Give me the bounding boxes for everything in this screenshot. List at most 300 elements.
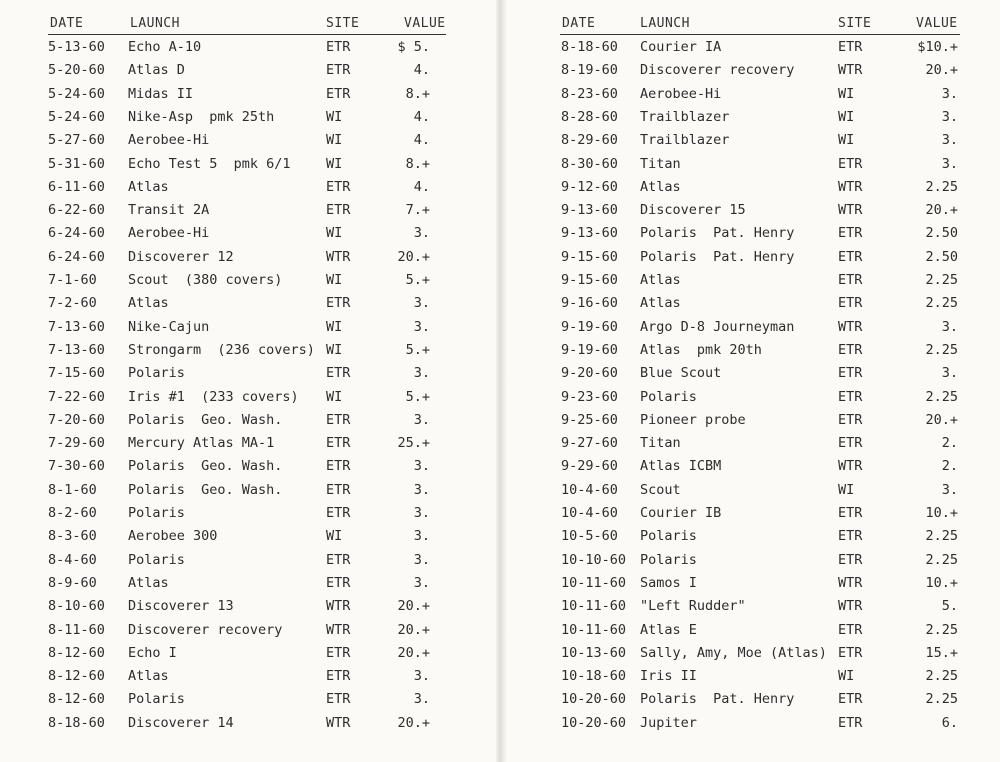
table-row: [0, 526, 496, 546]
row-value: 3.: [413, 411, 430, 428]
row-site: WI: [326, 318, 343, 335]
row-value: 2.25: [925, 551, 958, 568]
row-site: WTR: [838, 202, 863, 219]
row-site: ETR: [838, 435, 863, 452]
table-row: [0, 247, 496, 267]
row-date: 7-30-60: [48, 458, 105, 475]
row-value: 2.25: [925, 341, 958, 358]
row-launch: Polaris Pat. Henry: [640, 225, 795, 242]
row-value: 4.: [413, 132, 430, 149]
row-site: ETR: [326, 458, 351, 475]
row-site: ETR: [838, 155, 863, 172]
row-date: 8-12-60: [48, 644, 105, 661]
row-value: 2.25: [925, 178, 958, 195]
row-value: 8.+: [405, 155, 430, 172]
row-value: 3.: [413, 691, 430, 708]
row-date: 9-16-60: [561, 295, 618, 312]
row-launch: Polaris: [640, 528, 697, 545]
table-row: [506, 177, 1000, 197]
row-value: 3.: [941, 85, 958, 102]
left-header-row: [0, 16, 496, 32]
row-date: 8-12-60: [48, 668, 105, 685]
header-rule: [560, 34, 960, 35]
row-site: ETR: [838, 691, 863, 708]
row-launch: Aerobee-Hi: [128, 132, 210, 149]
row-date: 7-20-60: [48, 411, 105, 428]
row-value: 2.: [941, 458, 958, 475]
row-date: 7-22-60: [48, 388, 105, 405]
row-site: WTR: [838, 574, 863, 591]
row-date: 10-10-60: [561, 551, 627, 568]
row-value: 3.: [413, 481, 430, 498]
row-date: 8-18-60: [561, 39, 618, 55]
table-row: [0, 154, 496, 174]
row-site: ETR: [326, 295, 351, 312]
row-site: WI: [838, 481, 855, 498]
row-date: 9-27-60: [561, 435, 618, 452]
row-site: ETR: [838, 39, 863, 55]
left-page: [0, 0, 496, 762]
row-value: 3.: [941, 155, 958, 172]
row-site: WI: [838, 132, 855, 149]
row-site: ETR: [326, 39, 351, 55]
row-site: WI: [326, 132, 343, 149]
row-launch: Discoverer recovery: [128, 621, 283, 638]
table-row: [0, 84, 496, 104]
row-launch: Mercury Atlas MA-1: [128, 435, 275, 452]
row-launch: Atlas: [128, 574, 169, 591]
row-launch: Nike-Asp pmk 25th: [128, 108, 275, 125]
row-launch: Aerobee-Hi: [128, 225, 210, 242]
row-site: ETR: [838, 365, 863, 382]
row-launch: Polaris Geo. Wash.: [128, 411, 283, 428]
row-value: 3.: [413, 551, 430, 568]
table-row: [506, 503, 1000, 523]
row-date: 8-3-60: [48, 528, 97, 545]
table-row: [506, 526, 1000, 546]
table-row: [0, 410, 496, 430]
row-launch: Echo Test 5 pmk 6/1: [128, 155, 291, 172]
row-launch: Strongarm (236 covers): [128, 341, 315, 358]
table-row: [506, 387, 1000, 407]
row-date: 6-24-60: [48, 225, 105, 242]
table-row: [506, 596, 1000, 616]
row-date: 9-15-60: [561, 272, 618, 288]
row-site: WI: [838, 85, 855, 102]
row-value: 3.: [413, 365, 430, 382]
row-site: WTR: [326, 248, 351, 265]
row-date: 8-9-60: [48, 574, 97, 591]
table-row: [506, 573, 1000, 593]
table-row: [506, 270, 1000, 290]
row-site: WTR: [838, 598, 863, 615]
table-row: [506, 293, 1000, 313]
row-site: ETR: [326, 551, 351, 568]
row-site: ETR: [838, 528, 863, 545]
row-value: 2.50: [925, 248, 958, 265]
table-row: [506, 154, 1000, 174]
table-row: [506, 60, 1000, 80]
row-value: 4.: [413, 178, 430, 195]
table-row: [506, 550, 1000, 570]
row-value: 3.: [413, 225, 430, 242]
row-value: 20.+: [925, 202, 958, 219]
table-row: [0, 689, 496, 709]
table-row: [506, 643, 1000, 663]
row-launch: "Left Rudder": [640, 598, 746, 615]
row-launch: Atlas ICBM: [640, 458, 722, 475]
row-launch: Blue Scout: [640, 365, 722, 382]
header-date: DATE: [562, 16, 596, 31]
row-value: 2.25: [925, 621, 958, 638]
table-row: [0, 317, 496, 337]
row-launch: Atlas: [128, 178, 169, 195]
row-date: 9-15-60: [561, 248, 618, 265]
row-site: ETR: [326, 668, 351, 685]
row-launch: Discoverer 15: [640, 202, 746, 219]
row-launch: Atlas D: [128, 62, 185, 79]
row-date: 9-25-60: [561, 411, 618, 428]
row-site: ETR: [838, 388, 863, 405]
table-row: [0, 456, 496, 476]
row-value: 3.: [941, 108, 958, 125]
row-site: ETR: [326, 481, 351, 498]
row-value: $10.+: [917, 39, 958, 55]
row-site: ETR: [838, 411, 863, 428]
table-row: [506, 200, 1000, 220]
row-date: 5-24-60: [48, 108, 105, 125]
table-row: [506, 130, 1000, 150]
table-row: [506, 689, 1000, 709]
row-date: 8-18-60: [48, 714, 105, 731]
row-value: 2.25: [925, 388, 958, 405]
row-date: 7-1-60: [48, 272, 97, 288]
row-site: WTR: [838, 178, 863, 195]
row-value: 2.25: [925, 528, 958, 545]
row-value: 10.+: [925, 505, 958, 521]
row-date: 8-28-60: [561, 108, 618, 125]
table-row: [0, 387, 496, 407]
row-value: 4.: [413, 108, 430, 125]
table-row: [0, 223, 496, 243]
row-launch: Polaris Geo. Wash.: [128, 481, 283, 498]
row-launch: Transit 2A: [128, 202, 210, 219]
row-date: 5-31-60: [48, 155, 105, 172]
row-launch: Trailblazer: [640, 108, 730, 125]
row-site: WI: [838, 108, 855, 125]
table-row: [506, 620, 1000, 640]
row-value: 2.25: [925, 668, 958, 685]
row-launch: Courier IB: [640, 505, 722, 521]
row-site: WI: [326, 528, 343, 545]
row-launch: Polaris: [128, 505, 185, 521]
row-launch: Polaris: [640, 388, 697, 405]
row-launch: Titan: [640, 155, 681, 172]
row-date: 8-29-60: [561, 132, 618, 149]
row-value: 2.25: [925, 691, 958, 708]
table-row: [0, 270, 496, 290]
row-launch: Nike-Cajun: [128, 318, 210, 335]
row-site: ETR: [326, 62, 351, 79]
row-date: 9-13-60: [561, 202, 618, 219]
row-launch: Discoverer 14: [128, 714, 234, 731]
row-value: 2.25: [925, 295, 958, 312]
table-row: [506, 317, 1000, 337]
row-date: 7-15-60: [48, 365, 105, 382]
row-value: 3.: [413, 574, 430, 591]
row-site: ETR: [838, 248, 863, 265]
table-row: [506, 247, 1000, 267]
row-launch: Atlas: [128, 668, 169, 685]
header-date: DATE: [50, 16, 84, 31]
header-launch: LAUNCH: [130, 16, 180, 31]
row-value: 20.+: [397, 598, 430, 615]
row-date: 8-19-60: [561, 62, 618, 79]
table-row: [506, 456, 1000, 476]
row-site: ETR: [838, 714, 863, 731]
row-date: 8-23-60: [561, 85, 618, 102]
header-rule: [48, 34, 446, 35]
table-row: [0, 177, 496, 197]
row-date: 9-13-60: [561, 225, 618, 242]
row-launch: Aerobee 300: [128, 528, 218, 545]
row-date: 8-2-60: [48, 505, 97, 521]
table-row: [0, 596, 496, 616]
row-launch: Polaris Pat. Henry: [640, 248, 795, 265]
row-launch: Atlas: [640, 178, 681, 195]
row-value: 6.: [941, 714, 958, 731]
row-site: WI: [326, 225, 343, 242]
row-launch: Argo D-8 Journeyman: [640, 318, 795, 335]
row-value: 3.: [413, 458, 430, 475]
row-date: 5-20-60: [48, 62, 105, 79]
row-value: 3.: [413, 505, 430, 521]
row-date: 10-4-60: [561, 505, 618, 521]
row-date: 10-11-60: [561, 574, 627, 591]
row-value: 20.+: [925, 411, 958, 428]
row-date: 9-23-60: [561, 388, 618, 405]
row-launch: Titan: [640, 435, 681, 452]
row-value: 4.: [413, 62, 430, 79]
row-value: 3.: [413, 318, 430, 335]
row-value: 2.50: [925, 225, 958, 242]
row-launch: Echo A-10: [128, 39, 202, 55]
row-date: 6-24-60: [48, 248, 105, 265]
row-date: 8-4-60: [48, 551, 97, 568]
row-date: 10-4-60: [561, 481, 618, 498]
table-row: [0, 340, 496, 360]
row-date: 9-12-60: [561, 178, 618, 195]
row-value: 20.+: [397, 248, 430, 265]
row-launch: Aerobee-Hi: [640, 85, 722, 102]
header-site: SITE: [326, 16, 360, 31]
table-row: [0, 363, 496, 383]
row-value: 3.: [941, 365, 958, 382]
row-site: ETR: [838, 225, 863, 242]
row-launch: Echo I: [128, 644, 177, 661]
row-site: ETR: [326, 178, 351, 195]
row-value: 5.+: [405, 388, 430, 405]
row-date: 10-20-60: [561, 714, 627, 731]
row-site: ETR: [838, 644, 863, 661]
row-site: WTR: [326, 621, 351, 638]
row-value: 3.: [413, 528, 430, 545]
row-site: WTR: [838, 458, 863, 475]
row-site: ETR: [838, 551, 863, 568]
row-value: 3.: [941, 132, 958, 149]
row-date: 8-1-60: [48, 481, 97, 498]
row-date: 9-29-60: [561, 458, 618, 475]
row-launch: Scout: [640, 481, 681, 498]
header-value: VALUE: [916, 16, 958, 31]
table-row: [0, 60, 496, 80]
row-site: ETR: [838, 621, 863, 638]
row-launch: Samos I: [640, 574, 697, 591]
table-row: [0, 643, 496, 663]
row-site: WI: [326, 108, 343, 125]
row-site: ETR: [326, 365, 351, 382]
right-header-row: [506, 16, 1000, 32]
row-launch: Polaris Pat. Henry: [640, 691, 795, 708]
table-row: [506, 37, 1000, 57]
row-launch: Atlas E: [640, 621, 697, 638]
row-launch: Atlas: [640, 272, 681, 288]
row-date: 7-13-60: [48, 318, 105, 335]
table-row: [506, 84, 1000, 104]
table-row: [0, 666, 496, 686]
row-site: ETR: [326, 644, 351, 661]
header-site: SITE: [838, 16, 872, 31]
row-date: 10-13-60: [561, 644, 627, 661]
row-value: 10.+: [925, 574, 958, 591]
row-launch: Sally, Amy, Moe (Atlas): [640, 644, 827, 661]
row-site: ETR: [838, 341, 863, 358]
right-page: [506, 0, 1000, 762]
row-site: ETR: [326, 505, 351, 521]
row-value: 20.+: [397, 714, 430, 731]
row-value: 3.: [413, 295, 430, 312]
row-site: WTR: [838, 62, 863, 79]
row-launch: Discoverer 13: [128, 598, 234, 615]
row-launch: Scout (380 covers): [128, 272, 283, 288]
row-site: WI: [326, 272, 343, 288]
row-launch: Discoverer recovery: [640, 62, 795, 79]
row-value: 3.: [941, 318, 958, 335]
row-value: $ 5.: [397, 39, 430, 55]
row-date: 5-13-60: [48, 39, 105, 55]
row-value: 2.: [941, 435, 958, 452]
row-value: 20.+: [925, 62, 958, 79]
row-launch: Atlas pmk 20th: [640, 341, 762, 358]
row-date: 5-24-60: [48, 85, 105, 102]
row-date: 8-11-60: [48, 621, 105, 638]
row-launch: Jupiter: [640, 714, 697, 731]
row-launch: Midas II: [128, 85, 194, 102]
table-row: [506, 480, 1000, 500]
page-gutter: [496, 0, 506, 762]
table-row: [0, 200, 496, 220]
row-value: 5.+: [405, 341, 430, 358]
row-launch: Atlas: [128, 295, 169, 312]
table-row: [506, 107, 1000, 127]
row-site: ETR: [326, 574, 351, 591]
table-row: [506, 223, 1000, 243]
header-launch: LAUNCH: [640, 16, 690, 31]
row-launch: Polaris: [128, 691, 185, 708]
table-row: [506, 340, 1000, 360]
row-date: 10-11-60: [561, 598, 627, 615]
row-date: 7-29-60: [48, 435, 105, 452]
row-launch: Polaris: [128, 365, 185, 382]
row-date: 9-19-60: [561, 341, 618, 358]
row-launch: Discoverer 12: [128, 248, 234, 265]
row-site: ETR: [326, 691, 351, 708]
table-row: [0, 130, 496, 150]
table-row: [506, 713, 1000, 733]
row-launch: Iris II: [640, 668, 697, 685]
row-site: WI: [326, 341, 343, 358]
row-date: 10-11-60: [561, 621, 627, 638]
row-site: WI: [838, 668, 855, 685]
row-date: 8-30-60: [561, 155, 618, 172]
row-site: ETR: [326, 411, 351, 428]
row-site: ETR: [326, 202, 351, 219]
row-date: 7-2-60: [48, 295, 97, 312]
table-row: [0, 37, 496, 57]
row-site: WI: [326, 155, 343, 172]
row-site: ETR: [838, 505, 863, 521]
row-date: 6-11-60: [48, 178, 105, 195]
header-value: VALUE: [404, 16, 446, 31]
row-launch: Trailblazer: [640, 132, 730, 149]
table-row: [506, 410, 1000, 430]
row-site: WI: [326, 388, 343, 405]
table-row: [0, 573, 496, 593]
table-row: [0, 503, 496, 523]
row-site: ETR: [838, 295, 863, 312]
table-row: [506, 666, 1000, 686]
table-row: [0, 480, 496, 500]
row-site: WTR: [326, 598, 351, 615]
row-site: ETR: [326, 435, 351, 452]
row-launch: Polaris: [128, 551, 185, 568]
row-date: 8-10-60: [48, 598, 105, 615]
row-value: 25.+: [397, 435, 430, 452]
row-site: WTR: [838, 318, 863, 335]
row-value: 20.+: [397, 644, 430, 661]
row-value: 8.+: [405, 85, 430, 102]
row-date: 10-5-60: [561, 528, 618, 545]
row-launch: Iris #1 (233 covers): [128, 388, 299, 405]
row-site: WTR: [326, 714, 351, 731]
row-value: 3.: [941, 481, 958, 498]
row-date: 10-20-60: [561, 691, 627, 708]
row-date: 6-22-60: [48, 202, 105, 219]
table-row: [0, 550, 496, 570]
row-value: 5.+: [405, 272, 430, 288]
table-row: [0, 433, 496, 453]
row-date: 7-13-60: [48, 341, 105, 358]
table-row: [0, 713, 496, 733]
row-value: 7.+: [405, 202, 430, 219]
row-launch: Pioneer probe: [640, 411, 746, 428]
row-date: 10-18-60: [561, 668, 627, 685]
row-date: 9-20-60: [561, 365, 618, 382]
row-date: 5-27-60: [48, 132, 105, 149]
row-site: ETR: [838, 272, 863, 288]
row-value: 2.25: [925, 272, 958, 288]
row-date: 8-12-60: [48, 691, 105, 708]
